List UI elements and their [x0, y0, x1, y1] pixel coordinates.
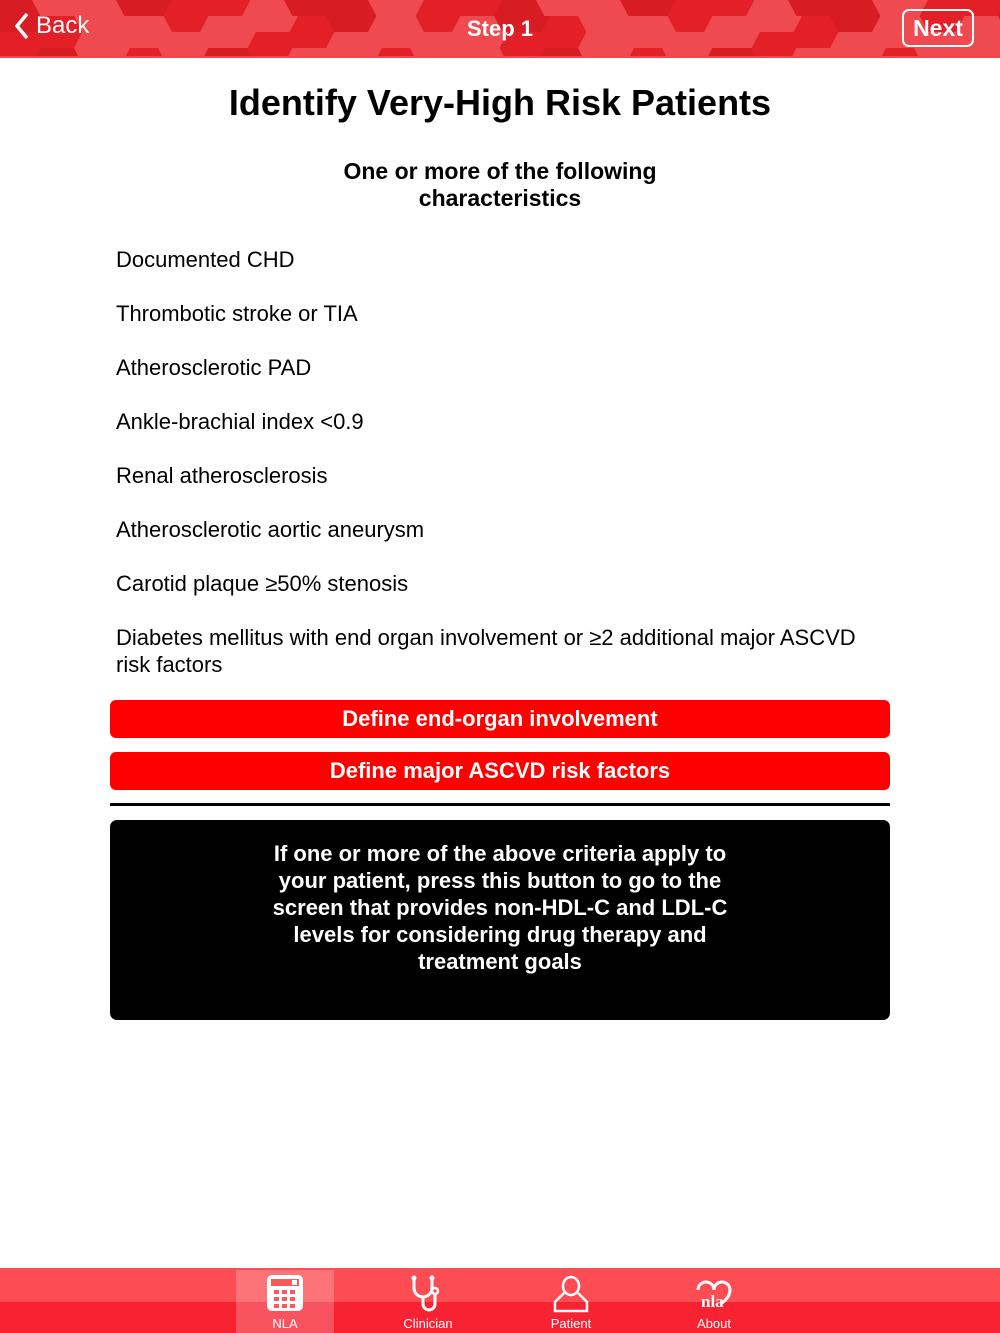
define-end-organ-button[interactable]: Define end-organ involvement [110, 700, 890, 738]
stethoscope-icon [408, 1274, 448, 1314]
hex-pattern [620, 0, 676, 16]
tab-label: Clinician [403, 1316, 453, 1331]
tab-clinician[interactable] [379, 1270, 477, 1333]
divider [110, 803, 890, 806]
next-button[interactable]: Next [902, 9, 974, 47]
hex-pattern [200, 48, 256, 58]
person-icon [551, 1274, 591, 1314]
nav-title: Step 1 [466, 16, 534, 41]
subheading: One or more of the following characteristics [343, 158, 657, 211]
calculator-icon [266, 1274, 304, 1312]
list-item: Carotid plaque ≥50% stenosis [116, 571, 409, 596]
back-label: Back [36, 12, 90, 39]
list-item: Renal atherosclerosis [116, 463, 328, 488]
tab-nla[interactable] [236, 1270, 334, 1333]
hex-pattern [368, 0, 424, 16]
svg-text:nla: nla [701, 1292, 724, 1311]
list-item: Documented CHD [116, 247, 295, 272]
tab-label: Patient [550, 1316, 592, 1331]
tab-about[interactable] [665, 1270, 763, 1333]
go-to-treatment-button[interactable]: If one or more of the above criteria apply to your patient, press this button to go to the screen that provides non-HDL-C and LDL-C levels for considering drug therapy and treatment goals [110, 820, 890, 1020]
tab-patient[interactable] [522, 1270, 620, 1333]
hex-pattern [704, 48, 760, 58]
nla-logo-icon [694, 1274, 734, 1314]
list-item: Ankle-brachial index <0.9 [116, 409, 364, 434]
tab-label: NLA [272, 1316, 298, 1331]
hex-pattern [452, 48, 508, 58]
page-title: Identify Very-High Risk Patients [228, 82, 772, 123]
define-risk-factors-button[interactable]: Define major ASCVD risk factors [110, 752, 890, 790]
criteria-list [116, 246, 856, 678]
hex-pattern [116, 0, 172, 16]
tab-label: About [697, 1316, 731, 1331]
tab-bar [0, 1268, 1000, 1333]
list-item: Atherosclerotic PAD [116, 355, 312, 380]
list-item: Thrombotic stroke or TIA [116, 301, 358, 326]
list-item: Diabetes mellitus with end organ involvement or ≥2 additional major ASCVD risk factors [116, 625, 856, 677]
nav-bar [0, 0, 1000, 58]
list-item: Atherosclerotic aortic aneurysm [116, 517, 425, 542]
